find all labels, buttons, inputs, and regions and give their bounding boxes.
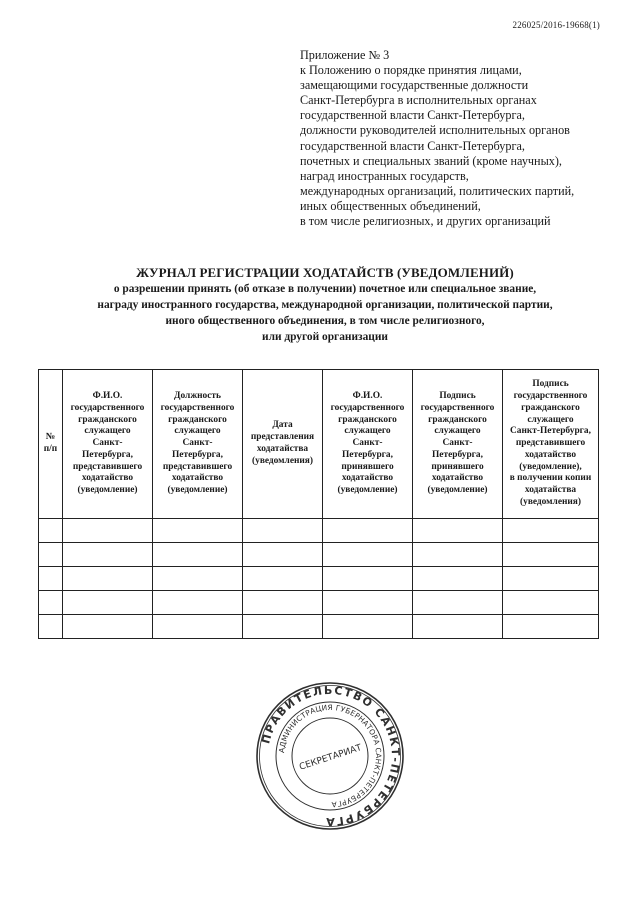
column-header-line: ходатайство bbox=[431, 473, 484, 484]
column-header-line: государственного bbox=[513, 390, 588, 401]
column-header-line: в получении копии bbox=[509, 473, 592, 484]
table-cell bbox=[323, 615, 413, 639]
column-header bbox=[243, 370, 323, 519]
table-row bbox=[39, 591, 599, 615]
appendix-line: в том числе религиозных, и других организаций bbox=[300, 214, 551, 229]
journal-title-line: награду иностранного государства, международной организации, политической партии, bbox=[97, 299, 553, 311]
secretariat-stamp bbox=[254, 680, 406, 832]
column-header-line: ходатайства bbox=[256, 444, 309, 454]
table-cell bbox=[323, 591, 413, 615]
document-number: 226025/2016-19668(1) bbox=[512, 20, 600, 30]
column-header-line: Ф.И.О. bbox=[92, 390, 123, 401]
column-header-line: ходатайство bbox=[81, 473, 134, 484]
column-header bbox=[153, 370, 243, 519]
column-header-line: Петербурга, bbox=[342, 449, 393, 460]
column-header-line: служащего bbox=[527, 414, 574, 425]
table-row bbox=[39, 519, 599, 543]
table-cell bbox=[39, 591, 63, 615]
table-cell bbox=[153, 615, 243, 639]
table-row bbox=[39, 567, 599, 591]
column-header-line: гражданского bbox=[78, 414, 137, 425]
table-cell bbox=[39, 543, 63, 567]
table-cell bbox=[413, 591, 503, 615]
column-header-line: Петербурга, bbox=[82, 449, 133, 460]
column-header-line: (уведомления) bbox=[252, 455, 313, 466]
table-cell bbox=[323, 567, 413, 591]
table-cell bbox=[243, 615, 323, 639]
column-header-line: принявшего bbox=[341, 461, 394, 472]
column-header-line: Петербурга, bbox=[432, 449, 483, 460]
column-header-line: (уведомление), bbox=[519, 461, 582, 472]
column-header-line: служащего bbox=[434, 426, 481, 437]
table-cell bbox=[503, 567, 599, 591]
column-header-line: служащего bbox=[174, 426, 221, 437]
table-cell bbox=[63, 519, 153, 543]
column-header-line: государственного bbox=[330, 402, 405, 413]
column-header-line: (уведомление) bbox=[427, 485, 488, 496]
column-header-line: Должность bbox=[174, 390, 221, 401]
table-cell bbox=[153, 543, 243, 567]
journal-title bbox=[30, 264, 620, 345]
column-header-line: государственного bbox=[420, 402, 495, 413]
table-cell bbox=[413, 519, 503, 543]
table-cell bbox=[39, 567, 63, 591]
table-cell bbox=[243, 543, 323, 567]
table-cell bbox=[153, 567, 243, 591]
table-row bbox=[39, 615, 599, 639]
column-header-line: п/п bbox=[43, 444, 58, 454]
column-header-line: Петербурга, bbox=[172, 449, 223, 460]
journal-title-line: о разрешении принять (об отказе в получении) почетное или специальное звание, bbox=[113, 283, 537, 295]
table-cell bbox=[153, 519, 243, 543]
table-cell bbox=[63, 615, 153, 639]
column-header-line: (уведомление) bbox=[337, 485, 398, 496]
column-header-line: Дата bbox=[272, 420, 293, 431]
table-cell bbox=[243, 519, 323, 543]
appendix-line: государственной власти Санкт-Петербурга, bbox=[300, 138, 525, 153]
table-body bbox=[39, 519, 599, 639]
table-cell bbox=[503, 519, 599, 543]
appendix-line: иных общественных объединений, bbox=[300, 198, 481, 213]
table-cell bbox=[413, 615, 503, 639]
column-header bbox=[413, 370, 503, 519]
table-cell bbox=[503, 543, 599, 567]
column-header-line: (уведомление) bbox=[167, 485, 228, 496]
column-header-line: № bbox=[45, 432, 56, 443]
column-header-line: (уведомление) bbox=[77, 485, 138, 496]
column-header-line: (уведомления) bbox=[520, 497, 581, 508]
column-header-line: гражданского bbox=[521, 402, 580, 413]
table-row bbox=[39, 543, 599, 567]
column-header-line: Санкт- bbox=[92, 438, 123, 449]
column-header-line: Санкт- bbox=[182, 438, 213, 449]
stamp-inner-text: АДМИНИСТРАЦИЯ ГУБЕРНАТОРА САНКТ-ПЕТЕРБУРГА bbox=[277, 702, 384, 810]
column-header-line: принявшего bbox=[431, 461, 484, 472]
registration-table bbox=[38, 369, 599, 639]
appendix-line: государственной власти Санкт-Петербурга, bbox=[300, 108, 525, 123]
appendix-line: Приложение № 3 bbox=[300, 48, 390, 62]
column-header-line: ходатайство bbox=[171, 473, 224, 484]
column-header bbox=[323, 370, 413, 519]
column-header-line: гражданского bbox=[338, 414, 397, 425]
column-header-line: ходатайство bbox=[341, 473, 394, 484]
registration-table-wrapper bbox=[38, 369, 598, 639]
column-header-line: гражданского bbox=[428, 414, 487, 425]
column-header-line: представившего bbox=[72, 461, 143, 472]
stamp-outer-text: ПРАВИТЕЛЬСТВО САНКТ-ПЕТЕРБУРГА bbox=[259, 683, 403, 829]
table-cell bbox=[503, 591, 599, 615]
appendix-line: Санкт-Петербурга в исполнительных органах bbox=[300, 93, 537, 108]
column-header-line: служащего bbox=[84, 426, 131, 437]
table-cell bbox=[323, 519, 413, 543]
column-header-line: государственного bbox=[70, 402, 145, 413]
column-header-line: государственного bbox=[160, 402, 235, 413]
table-cell bbox=[63, 543, 153, 567]
table-cell bbox=[503, 615, 599, 639]
column-header bbox=[63, 370, 153, 519]
table-cell bbox=[243, 591, 323, 615]
table-cell bbox=[413, 567, 503, 591]
journal-title-main: ЖУРНАЛ РЕГИСТРАЦИИ ХОДАТАЙСТВ (УВЕДОМЛЕНИЙ) bbox=[136, 265, 514, 280]
column-header-line: представившего bbox=[162, 461, 233, 472]
journal-title-line: или другой организации bbox=[262, 331, 388, 343]
appendix-line: почетных и специальных званий (кроме научных), bbox=[300, 153, 562, 168]
table-cell bbox=[63, 591, 153, 615]
column-header-line: гражданского bbox=[168, 414, 227, 425]
appendix-line: наград иностранных государств, bbox=[300, 168, 469, 183]
column-header-line: служащего bbox=[344, 426, 391, 437]
column-header-line: представившего bbox=[515, 438, 586, 449]
appendix-line: международных организаций, политических партий, bbox=[300, 183, 575, 198]
table-cell bbox=[413, 543, 503, 567]
column-header-line: Санкт- bbox=[442, 438, 473, 449]
column-header bbox=[39, 370, 63, 519]
table-cell bbox=[153, 591, 243, 615]
column-header-line: Ф.И.О. bbox=[352, 390, 383, 401]
column-header-line: ходатайство bbox=[524, 449, 577, 460]
table-cell bbox=[39, 519, 63, 543]
column-header-line: Санкт-Петербурга, bbox=[510, 426, 591, 437]
appendix-line: замещающими государственные должности bbox=[300, 78, 529, 93]
table-cell bbox=[63, 567, 153, 591]
appendix-note bbox=[300, 48, 600, 229]
table-cell bbox=[39, 615, 63, 639]
column-header-line: ходатайства bbox=[524, 485, 577, 496]
column-header-line: представления bbox=[250, 432, 315, 443]
column-header bbox=[503, 370, 599, 519]
table-cell bbox=[243, 567, 323, 591]
table-cell bbox=[323, 543, 413, 567]
column-header-line: Подпись bbox=[439, 390, 476, 401]
appendix-line: должности руководителей исполнительных органов bbox=[300, 123, 570, 138]
stamp-center-text: СЕКРЕТАРИАТ bbox=[298, 743, 364, 773]
journal-title-line: иного общественного объединения, в том числе религиозного, bbox=[165, 315, 485, 327]
column-header-line: Санкт- bbox=[352, 438, 383, 449]
table-header-row bbox=[39, 370, 599, 519]
column-header-line: Подпись bbox=[532, 379, 569, 390]
appendix-line: к Положению о порядке принятия лицами, bbox=[300, 63, 522, 78]
